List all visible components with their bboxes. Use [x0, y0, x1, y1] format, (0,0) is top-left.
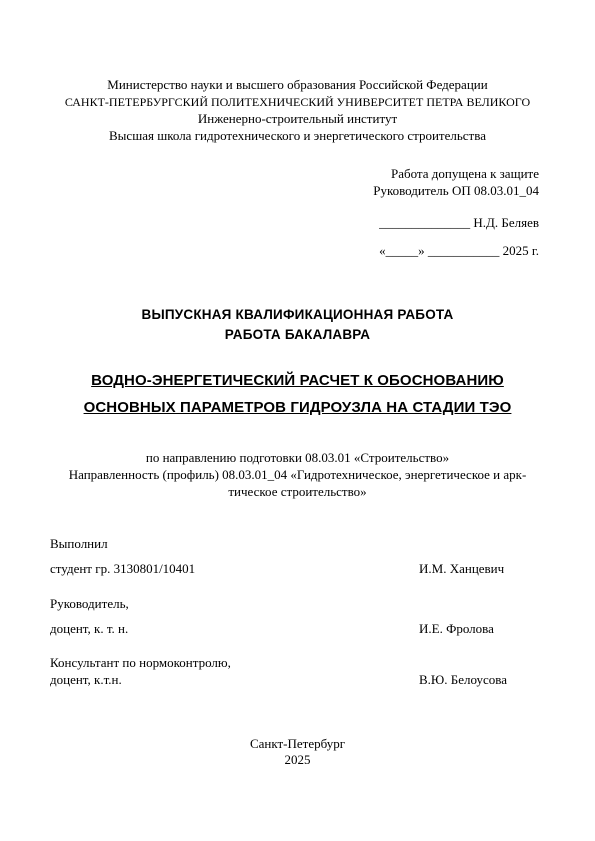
- consultant-role: доцент, к.т.н.: [50, 672, 122, 687]
- school-line: Высшая школа гидротехнического и энергетического строительства: [109, 128, 486, 143]
- profile-line: Направленность (профиль) 08.03.01_04 «Гидротехническое, энергетическое и арк-: [68, 467, 527, 482]
- consultant-label: Консультант по нормоконтролю,: [50, 655, 231, 670]
- institute-line: Инженерно-строительный институт: [197, 111, 398, 126]
- approval-date-line: «_____» ___________ 2025 г.: [379, 243, 539, 258]
- admitted-line: Работа допущена к защите: [390, 166, 539, 181]
- ministry-line: Министерство науки и высшего образования Российской Федерации: [107, 77, 488, 92]
- city-line: Санкт-Петербург: [249, 736, 346, 751]
- program-head-line: Руководитель ОП 08.03.01_04: [373, 183, 539, 198]
- supervisor-role: доцент, к. т. н.: [50, 621, 129, 636]
- student-role: студент гр. 3130801/10401: [50, 561, 196, 576]
- topic-title-line2: ОСНОВНЫХ ПАРАМЕТРОВ ГИДРОУЗЛА НА СТАДИИ ТЭО: [83, 399, 512, 416]
- performed-label: Выполнил: [50, 536, 108, 551]
- direction-line: по направлению подготовки 08.03.01 «Строительство»: [145, 450, 450, 465]
- work-type-heading: ВЫПУСКНАЯ КВАЛИФИКАЦИОННАЯ РАБОТА: [141, 307, 454, 322]
- university-line: САНКТ-ПЕТЕРБУРГСКИЙ ПОЛИТЕХНИЧЕСКИЙ УНИВЕРСИТЕТ ПЕТРА ВЕЛИКОГО: [64, 95, 531, 109]
- student-name: И.М. Ханцевич: [419, 561, 505, 576]
- consultant-name: В.Ю. Белоусова: [419, 672, 508, 687]
- profile-line-cont: тическое строительство»: [228, 484, 367, 499]
- supervisor-label: Руководитель,: [50, 596, 129, 611]
- topic-title-line1: ВОДНО-ЭНЕРГЕТИЧЕСКИЙ РАСЧЕТ К ОБОСНОВАНИЮ: [91, 372, 504, 389]
- supervisor-name: И.Е. Фролова: [419, 621, 494, 636]
- head-signature-line: ______________ Н.Д. Беляев: [379, 215, 539, 230]
- year-line: 2025: [284, 752, 311, 767]
- degree-heading: РАБОТА БАКАЛАВРА: [224, 327, 371, 342]
